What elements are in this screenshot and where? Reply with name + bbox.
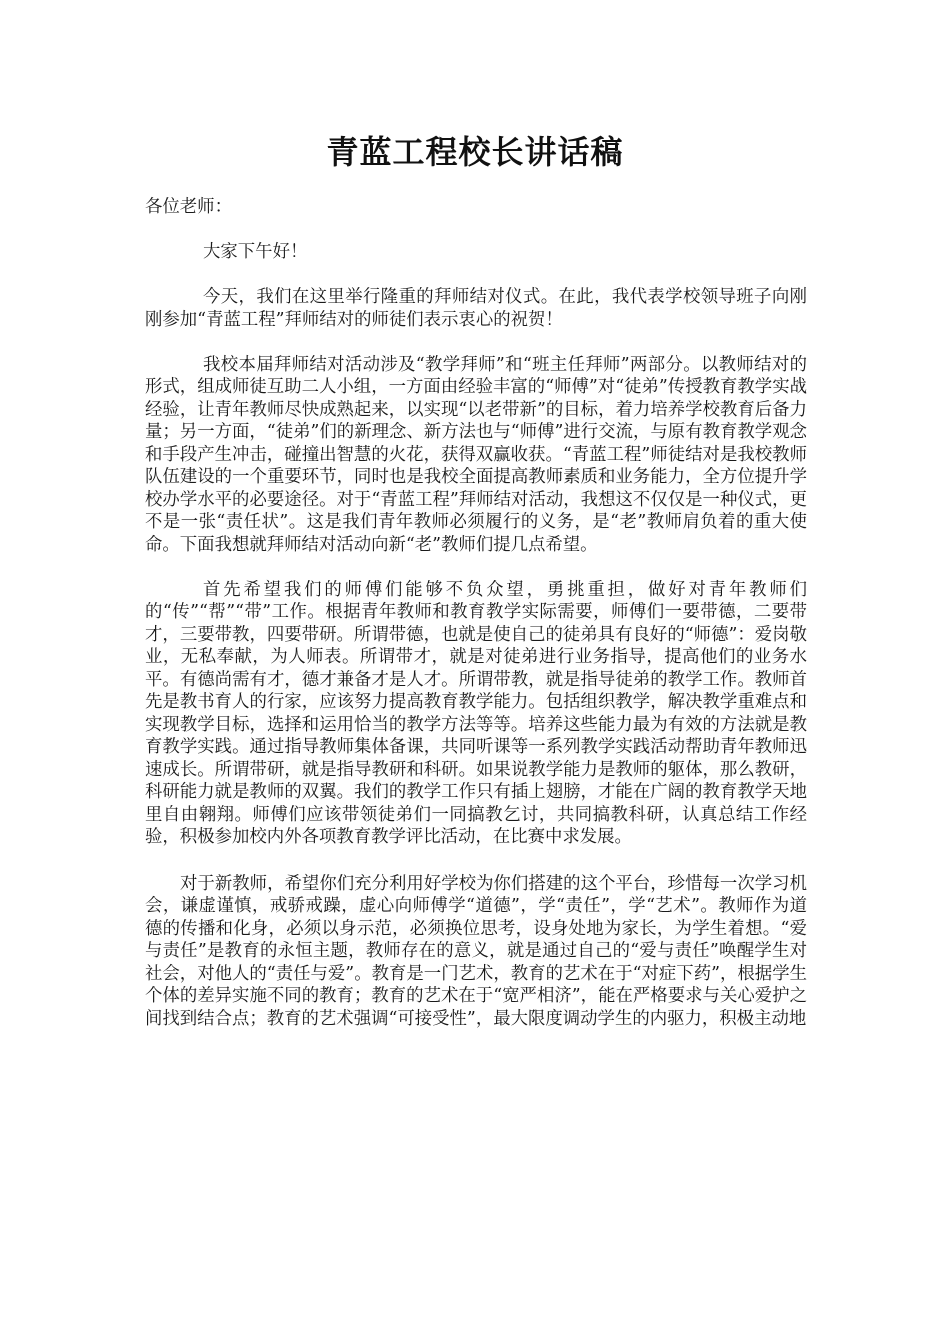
paragraph-program-overview: 我校本届拜师结对活动涉及“教学拜师”和“班主任拜师”两部分。以教师结对的形式，组成师徒互助二人小组，一方面由经验丰富的“师傅”对“徒弟”传授教育教学实战经验，让青年教师尽快成熟起来，以实现“以老带新”的目标，着力培养学校教育后备力量；另一方面，“徒弟”们的新理念、新方法也与“师傅”进行交流，与原有教育教学观念和手段产生冲击，碰撞出智慧的火花，获得双赢收获。“青蓝工程”师徒结对是我校教师队伍建设的一个重要环节，同时也是我校全面提高教师素质和业务能力，全方位提升学校办学水平的必要途径。对于“青蓝工程”拜师结对活动，我想这不仅仅是一种仪式，更不是一张“责任状”。这是我们青年教师必须履行的义务，是“老”教师肩负着的重大使命。下面我想就拜师结对活动向新“老”教师们提几点希望。 bbox=[145, 354, 807, 555]
document-body bbox=[145, 196, 807, 1053]
salutation: 各位老师： bbox=[145, 197, 232, 217]
paragraph-mentor-expectations: 首先希望我们的师傅们能够不负众望，勇挑重担，做好对青年教师们的“传”“帮”“带”工作。根据青年教师和教育教学实际需要，师傅们一要带德，二要带才，三要带教，四要带研。所谓带德，也就是使自己的徒弟具有良好的“师德”：爱岗敬业，无私奉献，为人师表。所谓带才，就是对徒弟进行业务指导，提高他们的业务水平。有德尚需有才，德才兼备才是人才。所谓带教，就是指导徒弟的教学工作。教师首先是教书育人的行家，应该努力提高教育教学能力。包括组织教学，解决教学重难点和实现教学目标，选择和运用恰当的教学方法等等。培养这些能力最为有效的方法就是教育教学实践。通过指导教师集体备课，共同听课等一系列教学实践活动帮助青年教师迅速成长。所谓带研，就是指导教研和科研。如果说教学能力是教师的躯体，那么教研，科研能力就是教师的双翼。我们的教学工作只有插上翅膀，才能在广阔的教育教学天地里自由翱翔。师傅们应该带领徒弟们一同搞教乞讨，共同搞教科研，认真总结工作经验，积极参加校内外各项教育教学评比活动，在比赛中求发展。 bbox=[145, 579, 807, 847]
paragraph-ceremony: 今天，我们在这里举行隆重的拜师结对仪式。在此，我代表学校领导班子向刚刚参加“青蓝工程”拜师结对的师徒们表示衷心的祝贺！ bbox=[145, 287, 807, 330]
document-title: 青蓝工程校长讲话稿 bbox=[326, 133, 624, 171]
paragraph-new-teacher-expectations: 对于新教师，希望你们充分利用好学校为你们搭建的这个平台，珍惜每一次学习机会，谦虚谨慎，戒骄戒躁，虚心向师傅学“道德”，学“责任”，学“艺术”。教师作为道德的传播和化身，必须以身示范，必须换位思考，设身处地为家长，为学生着想。“爱与责任”是教育的永恒主题，教师存在的意义，就是通过自己的“爱与责任”唤醒学生对社会，对他人的“责任与爱”。教育是一门艺术，教育的艺术在于“对症下药”，根据学生个体的差异实施不同的教育；教育的艺术在于“宽严相济”，能在严格要求与关心爱护之间找到结合点；教育的艺术强调“可接受性”，最大限度调动学生的内驱力，积极主动地 bbox=[145, 873, 807, 1029]
paragraph-greeting: 大家下午好！ bbox=[203, 242, 308, 262]
